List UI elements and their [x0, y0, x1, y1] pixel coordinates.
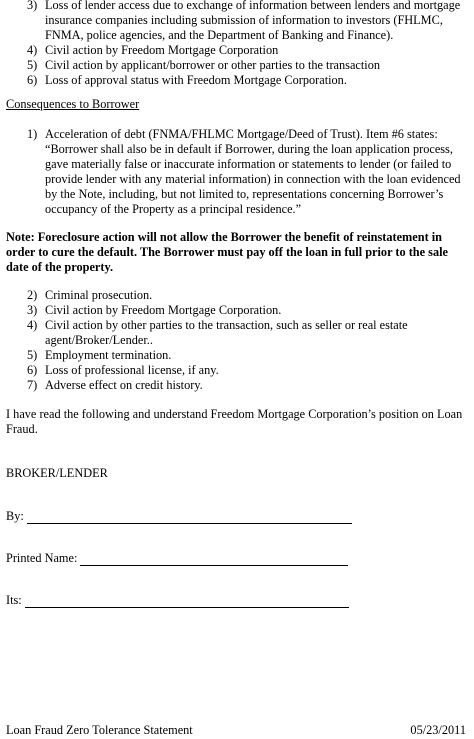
page-footer [6, 723, 466, 738]
its-title-line[interactable] [25, 595, 349, 608]
footer-title: Loan Fraud Zero Tolerance Statement [6, 723, 193, 737]
printed-name-line[interactable] [80, 553, 348, 566]
acknowledgment-text: I have read the following and understand Freedom Mortgage Corporation’s position on Loan Fraud. [6, 407, 463, 436]
list-item [6, 127, 468, 217]
list-number: 2) [27, 288, 38, 302]
list-text: Loss of approval status with Freedom Mortgage Corporation. [45, 73, 347, 87]
list-number: 1) [27, 127, 38, 141]
printed-name-row [6, 551, 468, 566]
list-text: Acceleration of debt (FNMA/FHLMC Mortgage/Deed of Trust). Item #6 states: “Borrower shall also be in default if Borrower, during the loan application process, gave materially false or inaccurate information or statements to lender (or failed to provide lender with any material information) in connection with the loan evidenced by the Note, including, but not limited to, representations concerning Borrower’s occupancy of the Property as a principal residence.” [45, 127, 461, 216]
list-item [6, 348, 468, 363]
list-number: 3) [27, 303, 38, 317]
list-number: 6) [27, 363, 38, 377]
borrower-consequences-list [6, 288, 468, 393]
its-label: Its: [6, 593, 22, 607]
list-item [6, 318, 468, 348]
list-item [6, 43, 468, 58]
list-text: Civil action by Freedom Mortgage Corporation. [45, 303, 282, 317]
list-number: 7) [27, 378, 38, 392]
its-row [6, 593, 468, 608]
list-item [6, 303, 468, 318]
list-item [6, 378, 468, 393]
list-number: 4) [27, 318, 38, 332]
list-text: Civil action by Freedom Mortgage Corporation [45, 43, 279, 57]
list-number: 6) [27, 73, 38, 87]
list-number: 5) [27, 58, 38, 72]
lender-consequences-list [6, 0, 468, 88]
broker-lender-label: BROKER/LENDER [6, 466, 108, 480]
list-number: 5) [27, 348, 38, 362]
by-signature-line[interactable] [27, 511, 352, 524]
list-text: Adverse effect on credit history. [45, 378, 203, 392]
list-number: 3) [27, 0, 38, 12]
list-item [6, 73, 468, 88]
printed-name-label: Printed Name: [6, 551, 78, 565]
list-text: Civil action by applicant/borrower or other parties to the transaction [45, 58, 380, 72]
list-text: Employment termination. [45, 348, 172, 362]
foreclosure-note: Note: Foreclosure action will not allow the Borrower the benefit of reinstatement in order to cure the default. The Borrower must pay off the loan in full prior to the sale date of the property. [6, 230, 448, 274]
by-label: By: [6, 509, 24, 523]
list-text: Loss of professional license, if any. [45, 363, 219, 377]
footer-date: 05/23/2011 [410, 723, 466, 737]
list-text: Criminal prosecution. [45, 288, 153, 302]
list-text: Civil action by other parties to the transaction, such as seller or real estate agent/Broker/Lender.. [45, 318, 408, 347]
list-item [6, 0, 468, 43]
list-number: 4) [27, 43, 38, 57]
list-item [6, 288, 468, 303]
signature-by-row [6, 509, 468, 524]
list-text: Loss of lender access due to exchange of information between lenders and mortgage insurance companies including submission of information to investors (FHLMC, FNMA, police agencies, and the Department of Banking and Finance). [45, 0, 461, 42]
list-item [6, 363, 468, 378]
borrower-section-heading: Consequences to Borrower [6, 97, 140, 111]
list-item [6, 58, 468, 73]
